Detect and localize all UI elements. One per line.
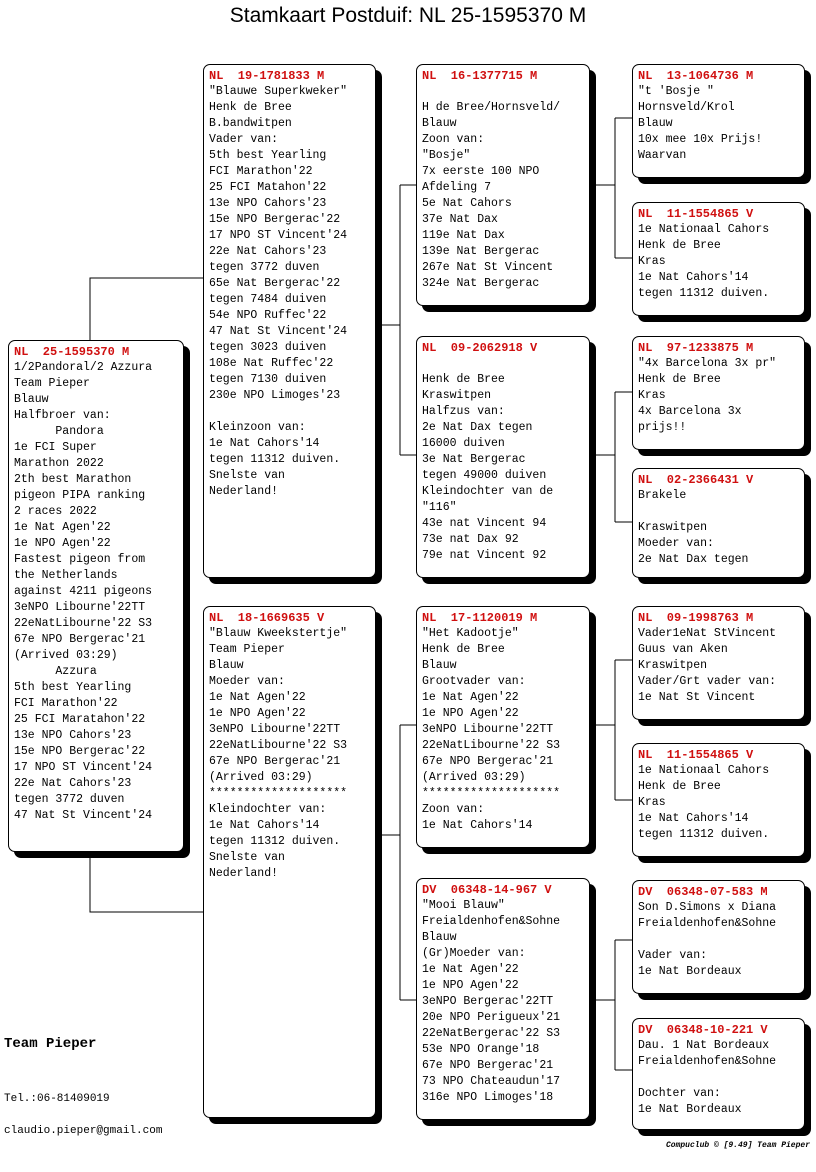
pigeon-card-father-mother [416,336,590,578]
card-line: 67e NPO Bergerac'21 [14,633,146,646]
card-line: 3eNPO Libourne'22TT [422,723,554,736]
pigeon-card-fff [632,64,805,178]
card-line: Zoon van: [422,133,485,146]
card-line: 53e NPO Orange'18 [422,1043,540,1056]
card-line: Henk de Bree [422,643,505,656]
card-line: 2 races 2022 [14,505,97,518]
pigeon-card-mmm [632,1018,805,1130]
card-line: Grootvader van: [422,675,526,688]
card-line: Dau. 1 Nat Bordeaux [638,1039,770,1052]
card-line: 3eNPO Libourne'22TT [209,723,341,736]
card-line: 267e Nat St Vincent [422,261,554,274]
pigeon-card-mfm [632,743,805,857]
card-line: B.bandwitpen [209,117,292,130]
card-line: "Blauw Kweekstertje" [209,627,348,640]
card-line: Kleindochter van de [422,485,554,498]
card-lines [638,626,799,706]
ring-number: NL 97-1233875 M [638,341,754,355]
card-line: 1e Nat Agen'22 [422,963,519,976]
card-line: 1e NPO Agen'22 [209,707,306,720]
pigeon-card-fmm [632,468,805,578]
card-line: 1e FCI Super [14,441,97,454]
card-lines [209,84,370,500]
card-line: Blauw [14,393,49,406]
card-line: Vader/Grt vader van: [638,675,777,688]
card-line: Vader van: [638,949,708,962]
card-line: 1e NPO Agen'22 [422,707,519,720]
card-line: Brakele [638,489,687,502]
card-line: 25 FCI Matahon'22 [209,181,327,194]
card-line: Moeder van: [638,537,714,550]
card-line: Kleinzoon van: [209,421,306,434]
card-line: Snelste van [209,851,285,864]
card-line: 15e NPO Bergerac'22 [209,213,341,226]
team-name: Team Pieper [4,1036,97,1052]
card-line: 324e Nat Bergerac [422,277,540,290]
card-line: 22eNatBergerac'22 S3 [422,1027,561,1040]
card-line: Dochter van: [638,1087,721,1100]
card-line: 22e Nat Cahors'23 [14,777,132,790]
ring-number: NL 25-1595370 M [14,345,130,359]
card-line: 5th best Yearling [14,681,132,694]
card-line: tegen 11312 duiven. [638,828,770,841]
card-line: 73e nat Dax 92 [422,533,519,546]
card-line: tegen 3772 duven [14,793,125,806]
telephone: Tel.:06-81409019 [4,1093,110,1105]
card-line: FCI Marathon'22 [209,165,313,178]
card-line: 17 NPO ST Vincent'24 [209,229,348,242]
card-line: Henk de Bree [638,239,721,252]
card-line [638,504,799,520]
card-lines [422,84,584,292]
card-line [422,84,584,100]
card-line: ******************** [422,787,561,800]
card-line: Kraswitpen [638,521,708,534]
card-line: "116" [422,501,457,514]
card-line: 7x eerste 100 NPO [422,165,540,178]
card-line: 43e nat Vincent 94 [422,517,547,530]
card-line [422,356,584,372]
card-lines [638,84,799,164]
card-lines [638,488,799,568]
card-line: 15e NPO Bergerac'22 [14,745,146,758]
card-line: tegen 3023 duiven [209,341,327,354]
card-line: Zoon van: [422,803,485,816]
card-line: "Bosje" [422,149,471,162]
card-line: Freialdenhofen&Sohne [638,917,777,930]
card-line: against 4211 pigeons [14,585,153,598]
card-line: tegen 11312 duiven. [209,453,341,466]
card-lines [638,900,799,980]
card-line [209,404,370,420]
card-line: Guus van Aken [638,643,728,656]
card-line: 1e Nationaal Cahors [638,223,770,236]
card-line: 1e Nationaal Cahors [638,764,770,777]
card-line: 1/2Pandoral/2 Azzura [14,361,153,374]
card-line: 108e Nat Ruffec'22 [209,357,334,370]
ring-number: NL 02-2366431 V [638,473,754,487]
card-line: 3e Nat Bergerac [422,453,526,466]
card-lines [422,356,584,564]
card-line: prijs!! [638,421,687,434]
card-line [638,1070,799,1086]
card-line: 67e NPO Bergerac'21 [209,755,341,768]
card-line: Henk de Bree [638,373,721,386]
card-line: Pandora [14,425,104,438]
card-line: tegen 3772 duven [209,261,320,274]
card-line: 13e NPO Cahors'23 [14,729,132,742]
card-line: Nederland! [209,867,279,880]
card-line: Vader1eNat StVincent [638,627,777,640]
card-line: 22eNatLibourne'22 S3 [209,739,348,752]
ring-number: NL 16-1377715 M [422,69,538,83]
card-line: 1e NPO Agen'22 [14,537,111,550]
card-line: 67e NPO Bergerac'21 [422,1059,554,1072]
pigeon-card-father [203,64,376,578]
ring-number: NL 19-1781833 M [209,69,325,83]
pigeon-card-mother-father [416,606,590,848]
card-line: "Mooi Blauw" [422,899,505,912]
card-line: Fastest pigeon from [14,553,146,566]
ring-number: NL 09-2062918 V [422,341,538,355]
card-line: 5e Nat Cahors [422,197,512,210]
card-line: "t 'Bosje " [638,85,714,98]
card-line: Afdeling 7 [422,181,492,194]
card-line: FCI Marathon'22 [14,697,118,710]
card-line: ******************** [209,787,348,800]
card-lines [422,898,584,1106]
card-line: 1e Nat Bordeaux [638,965,742,978]
card-line: tegen 11312 duiven. [209,835,341,848]
card-line: Team Pieper [209,643,285,656]
card-line: 1e NPO Agen'22 [422,979,519,992]
card-line: Blauw [422,117,457,130]
card-line: Vader van: [209,133,279,146]
card-line: 67e NPO Bergerac'21 [422,755,554,768]
card-line: 3eNPO Bergerac'22TT [422,995,554,1008]
card-line: (Arrived 03:29) [14,649,118,662]
card-line: 22eNatLibourne'22 S3 [14,617,153,630]
card-line: 119e Nat Dax [422,229,505,242]
card-line: 3eNPO Libourne'22TT [14,601,146,614]
card-line: 4x Barcelona 3x [638,405,742,418]
ring-number: NL 17-1120019 M [422,611,538,625]
card-line: 17 NPO ST Vincent'24 [14,761,153,774]
ring-number: NL 11-1554865 V [638,748,754,762]
ring-number: NL 09-1998763 M [638,611,754,625]
card-line: 2e Nat Dax tegen [638,553,749,566]
card-line: 1e Nat Agen'22 [14,521,111,534]
card-line: 2e Nat Dax tegen [422,421,533,434]
card-line: Son D.Simons x Diana [638,901,777,914]
card-line: 316e NPO Limoges'18 [422,1091,554,1104]
card-line: Halfbroer van: [14,409,111,422]
ring-number: NL 18-1669635 V [209,611,325,625]
card-line: (Arrived 03:29) [209,771,313,784]
pigeon-card-ffm [632,202,805,316]
card-line: 13e NPO Cahors'23 [209,197,327,210]
card-line: Blauw [422,931,457,944]
card-line: 54e NPO Ruffec'22 [209,309,327,322]
card-line: Henk de Bree [638,780,721,793]
card-line: Kraswitpen [638,659,708,672]
card-line: Henk de Bree [209,101,292,114]
card-line: 1e Nat St Vincent [638,691,756,704]
card-line: 47 Nat St Vincent'24 [209,325,348,338]
card-line: Freialdenhofen&Sohne [422,915,561,928]
ring-number: DV 06348-07-583 M [638,885,768,899]
card-line: Snelste van [209,469,285,482]
card-line: Halfzus van: [422,405,505,418]
card-line: 37e Nat Dax [422,213,498,226]
card-line: Kras [638,389,666,402]
card-line: 1e Nat Agen'22 [209,691,306,704]
card-line: 79e nat Vincent 92 [422,549,547,562]
card-line: (Gr)Moeder van: [422,947,526,960]
card-lines [209,626,370,882]
card-line: Kleindochter van: [209,803,327,816]
card-lines [638,763,799,843]
card-line: Blauw [422,659,457,672]
pigeon-card-mother [203,606,376,1118]
pigeon-card-subject [8,340,184,852]
card-line: Waarvan [638,149,687,162]
pigeon-card-mmf [632,880,805,994]
page-title: Stamkaart Postduif: NL 25-1595370 M [229,4,587,27]
card-line: tegen 7130 duiven [209,373,327,386]
card-line: H de Bree/Hornsveld/ [422,101,561,114]
card-line: the Netherlands [14,569,118,582]
card-line: 1e Nat Agen'22 [422,691,519,704]
pigeon-card-mother-mother [416,878,590,1120]
card-line: Blauw [638,117,673,130]
card-line [638,932,799,948]
card-line: Hornsveld/Krol [638,101,735,114]
card-line: 20e NPO Perigueux'21 [422,1011,561,1024]
card-line: 22eNatLibourne'22 S3 [422,739,561,752]
email-address: claudio.pieper@gmail.com [4,1125,163,1137]
card-line: tegen 49000 duiven [422,469,547,482]
card-line: 10x mee 10x Prijs! [638,133,763,146]
card-line: 139e Nat Bergerac [422,245,540,258]
pigeon-card-mff [632,606,805,720]
card-line: Azzura [14,665,97,678]
card-line: 1e Nat Cahors'14 [638,271,749,284]
card-line: 73 NPO Chateaudun'17 [422,1075,561,1088]
pigeon-card-fmf [632,336,805,450]
card-line: 16000 duiven [422,437,505,450]
card-line: Kras [638,255,666,268]
card-line: Nederland! [209,485,279,498]
card-line: "Blauwe Superkweker" [209,85,348,98]
card-line: 1e Nat Cahors'14 [209,437,320,450]
card-line: 1e Nat Bordeaux [638,1103,742,1116]
ring-number: NL 13-1064736 M [638,69,754,83]
card-line: 5th best Yearling [209,149,327,162]
card-line: 230e NPO Limoges'23 [209,389,341,402]
card-line: tegen 7484 duiven [209,293,327,306]
card-line: "Het Kadootje" [422,627,519,640]
card-line: Kras [638,796,666,809]
card-line: pigeon PIPA ranking [14,489,146,502]
ring-number: DV 06348-14-967 V [422,883,552,897]
pigeon-card-father-father [416,64,590,306]
card-line: "4x Barcelona 3x pr" [638,357,777,370]
card-lines [422,626,584,834]
ring-number: NL 11-1554865 V [638,207,754,221]
card-line: Kraswitpen [422,389,492,402]
card-line: Freialdenhofen&Sohne [638,1055,777,1068]
card-line: tegen 11312 duiven. [638,287,770,300]
card-lines [638,1038,799,1118]
card-line: Marathon 2022 [14,457,104,470]
card-line: Team Pieper [14,377,90,390]
card-line: 47 Nat St Vincent'24 [14,809,153,822]
card-line: 2th best Marathon [14,473,132,486]
card-line: 1e Nat Cahors'14 [638,812,749,825]
card-lines [638,356,799,436]
card-line: Blauw [209,659,244,672]
card-line: Henk de Bree [422,373,505,386]
card-line: 1e Nat Cahors'14 [209,819,320,832]
card-line: (Arrived 03:29) [422,771,526,784]
card-line: 1e Nat Cahors'14 [422,819,533,832]
card-lines [638,222,799,302]
card-line: 65e Nat Bergerac'22 [209,277,341,290]
card-line: 25 FCI Maratahon'22 [14,713,146,726]
card-lines [14,360,178,824]
card-line: Moeder van: [209,675,285,688]
software-credit: Compuclub © [9.49] Team Pieper [665,1141,810,1150]
ring-number: DV 06348-10-221 V [638,1023,768,1037]
card-line: 22e Nat Cahors'23 [209,245,327,258]
